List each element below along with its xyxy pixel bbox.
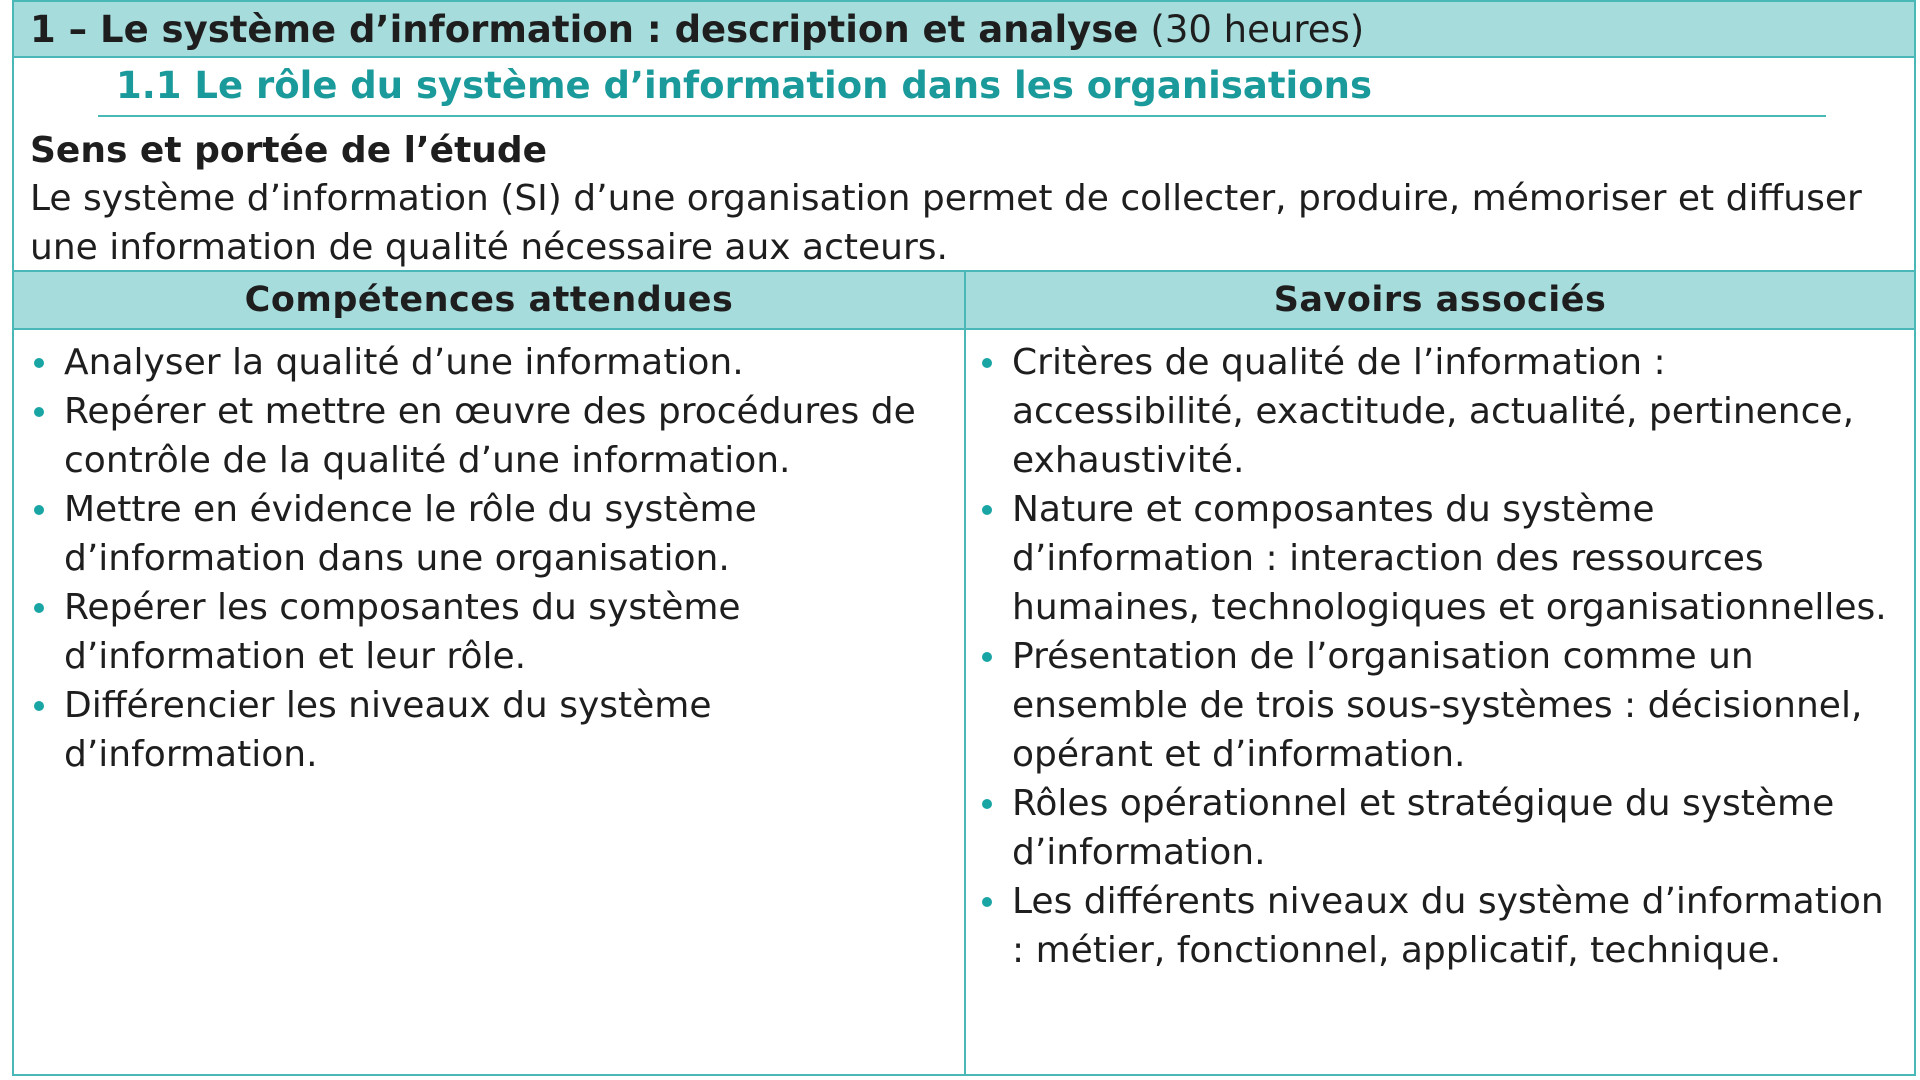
competence-item-text: Repérer les composantes du système d’information et leur rôle. [64,587,741,677]
subsection-header [14,58,1914,120]
bullet-icon [982,358,992,368]
subsection-divider [98,115,1826,117]
competence-item [30,387,952,485]
bullet-icon [34,603,44,613]
savoir-item-text: Les différents niveaux du système d’information : métier, fonctionnel, applicatif, technique. [1012,881,1884,971]
savoir-item [978,877,1902,975]
study-scope-text: Le système d’information (SI) d’une organisation permet de collecter, produire, mémoriser et diffuser une information de qualité nécessaire aux acteurs. [30,178,1862,268]
savoir-item-text: Présentation de l’organisation comme un ensemble de trois sous-systèmes : décisionnel, opérant et d’information. [1012,636,1863,775]
competence-item-text: Analyser la qualité d’une information. [64,342,744,383]
section-title: 1 – Le système d’information : description et analyse [30,7,1139,51]
savoir-item-text: Nature et composantes du système d’information : interaction des ressources humaines, technologiques et organisationnelles. [1012,489,1887,628]
savoir-item [978,338,1902,485]
competence-item-text: Repérer et mettre en œuvre des procédures de contrôle de la qualité d’une information. [64,391,916,481]
bullet-icon [34,505,44,515]
savoir-item [978,632,1902,779]
competence-item [30,681,952,779]
competence-item-text: Différencier les niveaux du système d’information. [64,685,712,775]
competence-item [30,338,952,387]
bullet-icon [34,358,44,368]
study-scope [14,120,1914,270]
savoir-item [978,485,1902,632]
bullet-icon [982,799,992,809]
savoirs-column [966,272,1914,1074]
curriculum-page [12,0,1916,1076]
bullet-icon [982,897,992,907]
savoirs-list [966,330,1914,975]
bullet-icon [34,701,44,711]
section-header [14,0,1914,58]
savoir-item-text: Rôles opérationnel et stratégique du système d’information. [1012,783,1835,873]
section-duration: (30 heures) [1150,7,1365,51]
bullet-icon [982,652,992,662]
subsection-title: 1.1 Le rôle du système d’information dans les organisations [116,64,1373,107]
competence-item [30,485,952,583]
competences-table [14,270,1914,1074]
savoir-item [978,779,1902,877]
competences-list [14,330,964,779]
bullet-icon [34,407,44,417]
competences-header: Compétences attendues [14,272,964,330]
competences-column [14,272,966,1074]
competence-item-text: Mettre en évidence le rôle du système d’information dans une organisation. [64,489,757,579]
savoir-item-text: Critères de qualité de l’information : accessibilité, exactitude, actualité, pertinence, exhaustivité. [1012,342,1855,481]
savoirs-header: Savoirs associés [966,272,1914,330]
bullet-icon [982,505,992,515]
study-scope-title: Sens et portée de l’étude [30,130,548,171]
competence-item [30,583,952,681]
